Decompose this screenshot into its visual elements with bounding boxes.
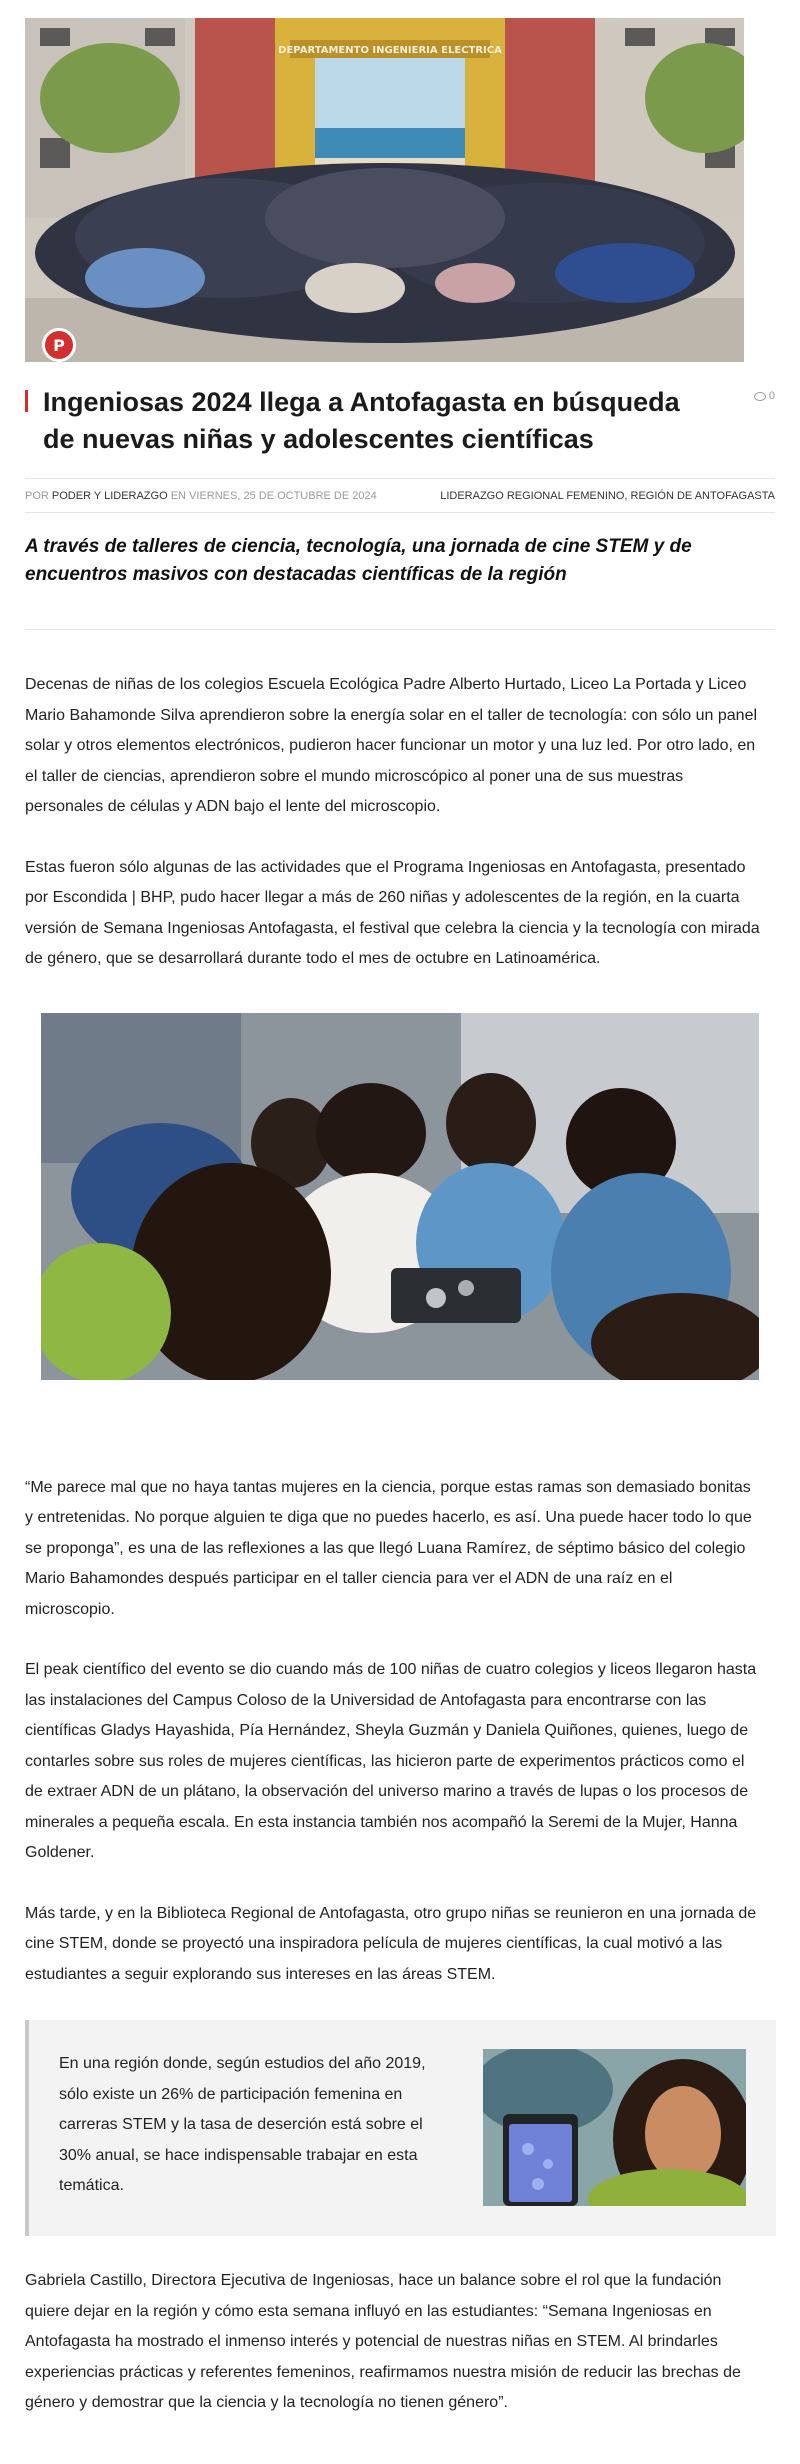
lead-divider: [25, 629, 775, 630]
article-tags: [440, 489, 775, 503]
paragraph-3: “Me parece mal que no haya tantas mujeres en la ciencia, porque estas ramas son demasiado bonitas y entretenidas. No porque alguien te diga que no puedes hacerlo, es así. Una puede hacer todo lo que se proponga”, es una de las reflexiones a las que llegó Luana Ramírez, de séptimo básico del colegio Mario Bahamondes después participar en el taller ciencia para ver el ADN de una raíz en el microscopio.: [25, 1478, 752, 1618]
paragraph-1: Decenas de niñas de los colegios Escuela Ecológica Padre Alberto Hurtado, Liceo La Portada y Liceo Mario Bahamonde Silva aprendieron sobre la energía solar en el taller de tecnología: con sólo un panel solar y otros elementos electrónicos, pudieron hacer funcionar un motor y una luz led. Por otro lado, en el taller de ciencias, aprendieron sobre el mundo microscópico al poner una de sus muestras personales de células y ADN bajo el lente del microscopio.: [25, 676, 758, 815]
tag-link-liderazgo[interactable]: LIDERAZGO REGIONAL FEMENINO: [440, 490, 625, 502]
article-page: [0, 18, 800, 2419]
student-phone-photo-image: [483, 2049, 746, 2206]
comment-count-value: 0: [768, 390, 775, 402]
building-sign-text: DEPARTAMENTO INGENIERIA ELECTRICA: [278, 45, 502, 56]
comment-count[interactable]: [754, 390, 775, 402]
comment-bubble-icon: [754, 392, 766, 401]
paragraph-4: El peak científico del evento se dio cuando más de 100 niñas de cuatro colegios y liceos llegaron hasta las instalaciones del Campus Coloso de la Universidad de Antofagasta para encontrarse con las científicas Gladys Hayashida, Pía Hernández, Sheyla Guzmán y Daniela Quiñones, quienes, luego de contarles sobre sus roles de mujeres científicas, las hicieron parte de experimentos prácticos como el de extraer ADN de un plátano, la observación del universo marino a través de lupas o los procesos de minerales a pequeña escala. En esta instancia también nos acompañó la Seremi de la Mujer, Hanna Goldener.: [25, 1661, 757, 1861]
tag-separator: ,: [624, 490, 631, 502]
byline-prefix: POR: [25, 490, 49, 502]
highlight-text: En una región donde, según estudios del año 2019, sólo existe un 26% de participación femenina en carreras STEM y la tasa de deserción está sobre el 30% anual, se hace indispensable trabajar en esta temática.: [59, 2055, 426, 2194]
paragraph-5: Más tarde, y en la Biblioteca Regional de Antofagasta, otro grupo niñas se reunieron en una jornada de cine STEM, donde se proyectó una inspiradora película de mujeres científicas, la cual motivó a las estudiantes a seguir explorando sus intereses en las áreas STEM.: [25, 1904, 757, 1983]
tag-link-region[interactable]: REGIÓN DE ANTOFAGASTA: [630, 490, 775, 502]
paragraph-2: Estas fueron sólo algunas de las actividades que el Programa Ingeniosas en Antofagasta, presentado por Escondida | BHP, pudo hacer llegar a más de 260 niñas y adolescentes de la región, en la cuarta versión de Semana Ingeniosas Antofagasta, el festival que celebra la ciencia y la tecnología con mirada de género, que se desarrollará durante todo el mes de octubre en Latinoamérica.: [25, 858, 760, 967]
workshop-photo-image: [41, 1013, 759, 1380]
title-accent-bar: [25, 390, 28, 412]
article-header: [25, 384, 775, 458]
article-title: Ingeniosas 2024 llega a Antofagasta en búsqueda de nuevas niñas y adolescentes científicas: [43, 387, 680, 454]
paragraph-6: Gabriela Castillo, Directora Ejecutiva de Ingeniosas, hace un balance sobre el rol que la fundación quiere dejar en la región y cómo esta semana influyó en las estudiantes: “Semana Ingeniosas en Antofagasta ha mostrado el inmenso interés y potencial de nuestras niñas en STEM. Al brindarles experiencias prácticas y referentes femeninos, reafirmamos nuestra misión de reducir las brechas de género y demostrar que la ciencia y la tecnología no tienen género”.: [25, 2272, 741, 2411]
byline: [25, 489, 377, 503]
article-lead: A través de talleres de ciencia, tecnología, una jornada de cine STEM y de encuentros masivos con destacadas científicas de la región: [25, 536, 692, 585]
publish-date: EN VIERNES, 25 DE OCTUBRE DE 2024: [170, 490, 377, 502]
highlight-box: [25, 2020, 776, 2236]
hero-photo: [25, 18, 744, 362]
article-meta: [25, 479, 775, 512]
workshop-photo: [41, 1013, 759, 1380]
poder-logo-icon: P: [42, 328, 76, 362]
author-link[interactable]: PODER Y LIDERAZGO: [51, 490, 168, 502]
meta-divider-bottom: [25, 512, 775, 513]
group-photo-image: [25, 18, 744, 362]
highlight-photo: [483, 2049, 746, 2206]
